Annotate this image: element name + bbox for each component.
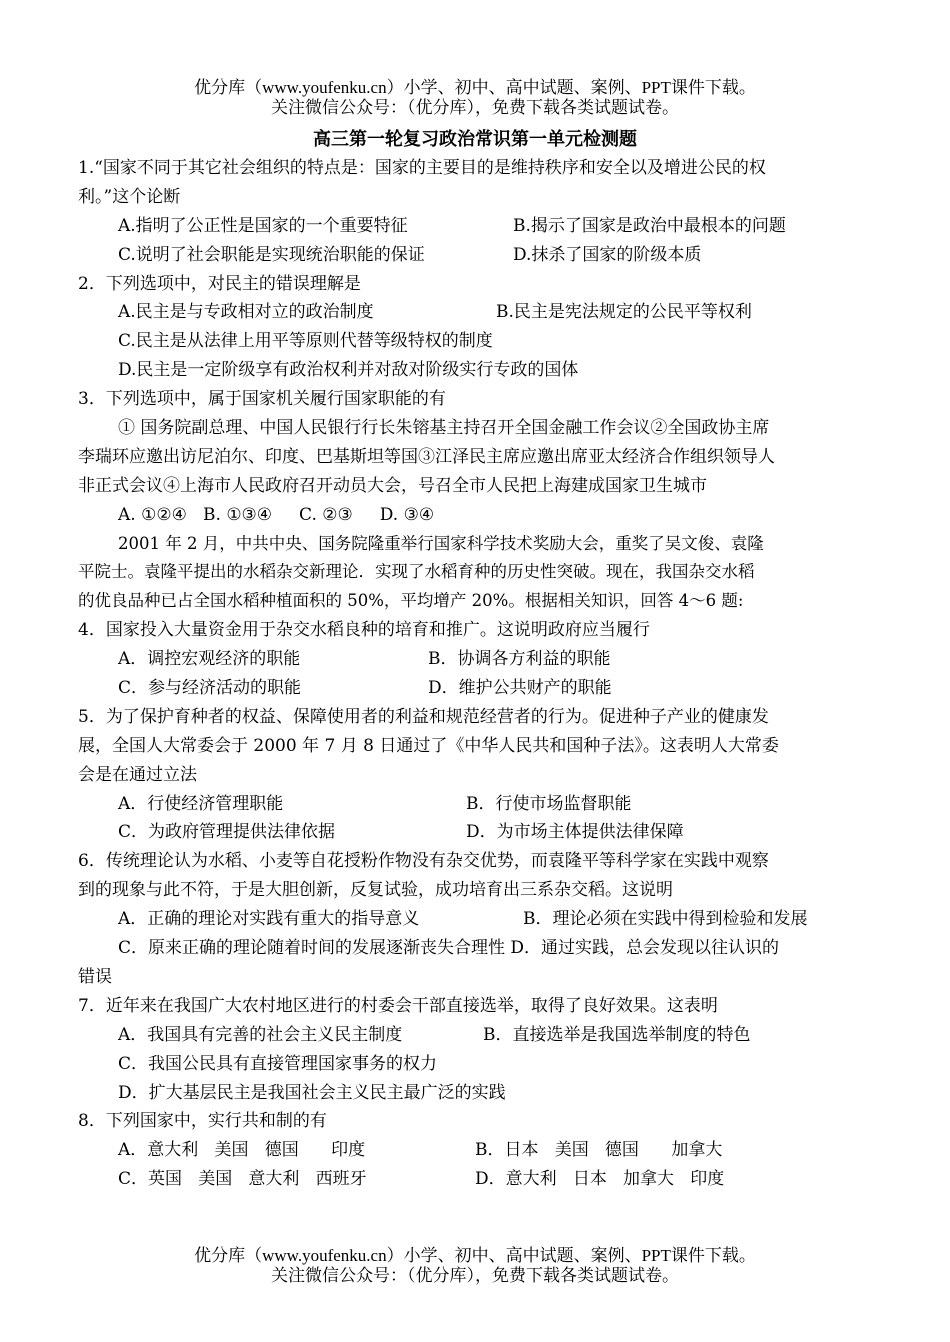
q2-option-a: A.民主是与专政相对立的政治制度 <box>118 302 374 323</box>
q1-option-b: B.揭示了国家是政治中最根本的问题 <box>513 215 786 236</box>
q4-option-a: A．调控宏观经济的职能 <box>118 649 301 670</box>
passage-line-1: 2001 年 2 月，中共中央、国务院隆重举行国家科学技术奖励大会，重奖了吴文俊、袁隆 <box>118 533 764 553</box>
q6-options-ab <box>78 905 878 934</box>
footer-line-1: 优分库（www.youfenku.cn）小学、初中、高中试题、案例、PPT课件下载。 <box>194 1246 756 1265</box>
q6-options-cd: C．原来正确的理论随着时间的发展逐渐丧失合理性 D．通过实践，总会发现以往认识的 <box>118 938 780 959</box>
q7-stem: 7．近年来在我国广大农村地区进行的村委会干部直接选举，取得了良好效果。这表明 <box>78 995 718 1016</box>
passage-line-3: 的优良品种已占全国水稻种植面积的 50%，平均增产 20%。根据相关知识，回答 4～6 题: <box>78 591 744 611</box>
q8-option-d: D．意大利 日本 加拿大 印度 <box>475 1169 725 1190</box>
q8-options-cd <box>78 1165 878 1194</box>
q2-options-ab <box>78 298 878 327</box>
question-body <box>78 154 878 1194</box>
q3-options: A. ①②④ B. ①③④ C. ②③ D. ③④ <box>118 504 435 525</box>
q6-stem-2: 到的现象与此不符，于是大胆创新，反复试验，成功培育出三系杂交稻。这说明 <box>78 880 673 901</box>
q8-option-c: C．英国 美国 意大利 西班牙 <box>118 1169 367 1190</box>
q7-option-d: D．扩大基层民主是我国社会主义民主最广泛的实践 <box>118 1082 506 1103</box>
q1-stem-2: 利。”这个论断 <box>78 186 181 207</box>
q1-options-cd <box>78 241 878 270</box>
q4-option-c: C．参与经济活动的职能 <box>118 678 302 699</box>
q3-item-line-3: 非正式会议④上海市人民政府召开动员大会，号召全市人民把上海建成国家卫生城市 <box>78 475 707 496</box>
q3-item-line-2: 李瑞环应邀出访尼泊尔、印度、巴基斯坦等国③江泽民主席应邀出席亚太经济合作组织领导人 <box>78 446 775 467</box>
q2-option-d: D.民主是一定阶级享有政治权利并对敌对阶级实行专政的国体 <box>118 360 579 381</box>
q6-stem-1: 6．传统理论认为水稻、小麦等自花授粉作物没有杂交优势，而袁隆平等科学家在实践中观察 <box>78 851 769 872</box>
q5-option-b: B．行使市场监督职能 <box>466 793 632 814</box>
q7-option-a: A．我国具有完善的社会主义民主制度 <box>118 1024 403 1045</box>
q2-stem: 2．下列选项中，对民主的错误理解是 <box>78 273 361 294</box>
q1-option-d: D.抹杀了国家的阶级本质 <box>513 244 702 265</box>
q7-option-c: C．我国公民具有直接管理国家事务的权力 <box>118 1053 438 1074</box>
q8-stem: 8．下列国家中，实行共和制的有 <box>78 1111 327 1132</box>
q5-stem-1: 5．为了保护育种者的权益、保障使用者的利益和规范经营者的行为。促进种子产业的健康发 <box>78 706 769 727</box>
header-line-2: 关注微信公众号：（优分库），免费下载各类试题试卷。 <box>271 98 679 117</box>
q1-stem-1: 1.“国家不同于其它社会组织的特点是：国家的主要目的是维持秩序和安全以及增进公民的权 <box>78 158 766 178</box>
q4-option-d: D．维护公共财产的职能 <box>428 678 612 699</box>
q1-option-a: A.指明了公正性是国家的一个重要特征 <box>118 215 408 236</box>
q5-option-c: C．为政府管理提供法律依据 <box>118 822 336 843</box>
q5-options-cd <box>78 818 878 847</box>
footer-line-2: 关注微信公众号：（优分库），免费下载各类试题试卷。 <box>271 1266 679 1285</box>
q6-options-tail: 错误 <box>78 966 112 987</box>
header-line-1: 优分库（www.youfenku.cn）小学、初中、高中试题、案例、PPT课件下载。 <box>194 78 756 97</box>
q2-option-b: B.民主是宪法规定的公民平等权利 <box>496 302 752 323</box>
q7-options-ab <box>78 1021 878 1050</box>
q5-option-d: D．为市场主体提供法律保障 <box>466 822 684 843</box>
q3-stem: 3．下列选项中，属于国家机关履行国家职能的有 <box>78 389 446 410</box>
q8-options-ab <box>78 1136 878 1165</box>
q2-option-c: C.民主是从法律上用平等原则代替等级特权的制度 <box>118 331 493 352</box>
q5-options-ab <box>78 790 878 819</box>
q6-option-b: B．理论必须在实践中得到检验和发展 <box>523 909 808 930</box>
q1-option-c: C.说明了社会职能是实现统治职能的保证 <box>118 244 425 265</box>
q8-option-b: B．日本 美国 德国 加拿大 <box>475 1140 723 1161</box>
q4-option-b: B．协调各方利益的职能 <box>428 649 611 670</box>
q5-stem-2: 展，全国人大常委会于 2000 年 7 月 8 日通过了《中华人民共和国种子法》。这表明人大常委 <box>78 735 779 756</box>
q5-option-a: A．行使经济管理职能 <box>118 793 284 814</box>
q4-options-cd <box>78 674 878 703</box>
q3-item-line-1: ① 国务院副总理、中国人民银行行长朱镕基主持召开全国金融工作会议②全国政协主席 <box>118 418 770 439</box>
q5-stem-3: 会是在通过立法 <box>78 764 197 785</box>
passage-line-2: 平院士。袁隆平提出的水稻杂交新理论．实现了水稻育种的历史性突破。现在，我国杂交水稻 <box>78 562 755 582</box>
page-title: 高三第一轮复习政治常识第一单元检测题 <box>313 129 637 150</box>
q7-option-b: B．直接选举是我国选举制度的特色 <box>483 1024 751 1045</box>
q1-options-ab <box>78 212 878 241</box>
q4-options-ab <box>78 645 878 674</box>
q6-option-a: A．正确的理论对实践有重大的指导意义 <box>118 909 420 930</box>
q8-option-a: A．意大利 美国 德国 印度 <box>118 1140 366 1161</box>
q4-stem: 4．国家投入大量资金用于杂交水稻良种的培育和推广。这说明政府应当履行 <box>78 620 650 641</box>
